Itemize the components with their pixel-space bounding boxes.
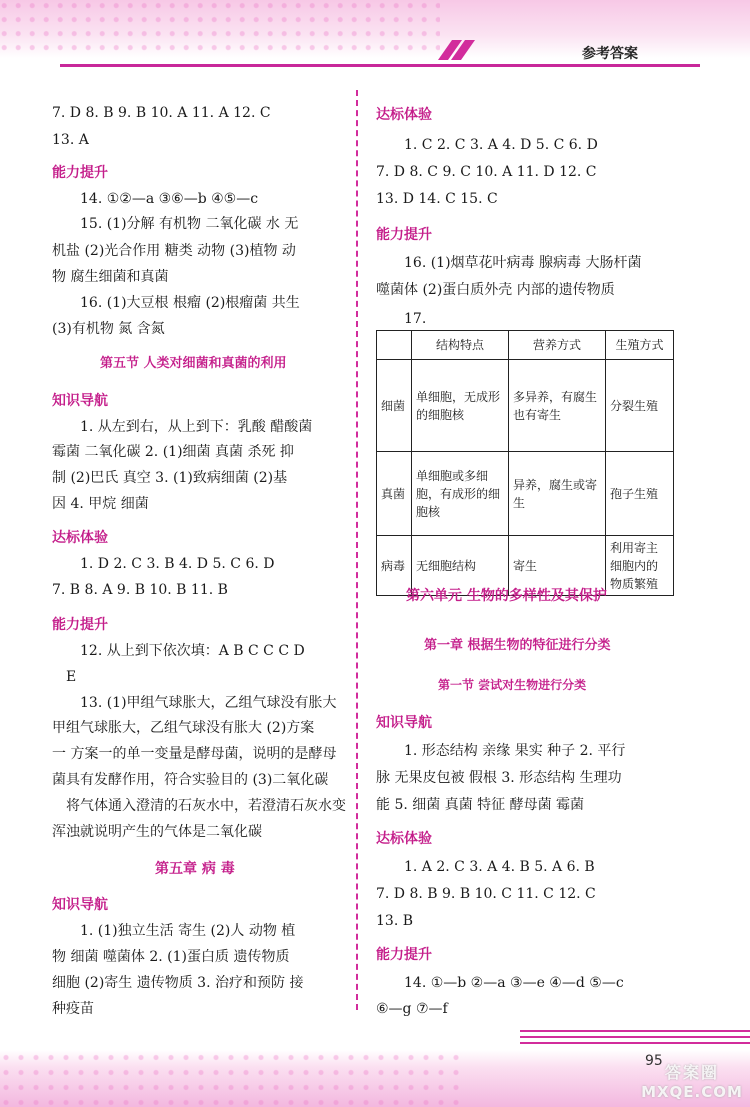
answer-line: 7. B 8. A 9. B 10. B 11. B	[52, 582, 228, 598]
table-cell: 单细胞或多细胞，有成形的细胞核	[412, 452, 509, 536]
section-label: 知识导航	[376, 715, 432, 731]
answer-line: 浑浊就说明产生的气体是二氧化碳	[52, 824, 262, 840]
answer-line: 13. (1)甲组气球胀大，乙组气球没有胀大	[80, 695, 337, 711]
section-label: 达标体验	[52, 530, 108, 546]
answer-line: 1. 形态结构 亲缘 果实 种子 2. 平行	[404, 743, 626, 759]
answer-line: 种疫苗	[52, 1001, 94, 1017]
chapter-heading: 第五章 病 毒	[155, 861, 235, 877]
table-cell: 病毒	[377, 536, 412, 596]
answer-line: 7. D 8. C 9. C 10. A 11. D 12. C	[376, 164, 597, 180]
answer-line: 12. 从上到下依次填：A B C C C D	[80, 643, 305, 659]
answer-line: 16. (1)烟草花叶病毒 腺病毒 大肠杆菌	[404, 255, 642, 271]
section-label: 能力提升	[52, 165, 108, 181]
table-cell: 细菌	[377, 360, 412, 452]
answer-line: 物 腐生细菌和真菌	[52, 269, 169, 285]
answer-line: 噬菌体 (2)蛋白质外壳 内部的遗传物质	[376, 282, 615, 298]
table-cell: 单细胞，无成形的细胞核	[412, 360, 509, 452]
answer-line: 16. (1)大豆根 根瘤 (2)根瘤菌 共生	[80, 295, 300, 311]
footer-rule-decoration	[520, 1030, 750, 1048]
answer-line: 13. B	[376, 913, 414, 929]
section-label: 能力提升	[376, 947, 432, 963]
table-cell: 寄生	[509, 536, 606, 596]
answer-line: 13. A	[52, 132, 89, 148]
answer-line: 脉 无果皮包被 假根 3. 形态结构 生理功	[376, 770, 622, 786]
answer-line: 1. A 2. C 3. A 4. B 5. A 6. B	[404, 859, 595, 875]
section-label: 知识导航	[52, 897, 108, 913]
watermark-url: MXQE.COM	[641, 1083, 743, 1101]
table-cell: 多异养，有腐生也有寄生	[509, 360, 606, 452]
table-cell: 孢子生殖	[606, 452, 674, 536]
section-label: 能力提升	[52, 617, 108, 633]
section-heading: 第一节 尝试对生物进行分类	[438, 678, 587, 692]
answer-line: 菌具有发酵作用，符合实验目的 (3)二氧化碳	[52, 772, 329, 788]
answer-line: 因 4. 甲烷 细菌	[52, 496, 149, 512]
answer-line: 13. D 14. C 15. C	[376, 191, 498, 207]
page-number: 95	[645, 1053, 663, 1069]
table-cell: 利用寄主细胞内的物质繁殖	[606, 536, 674, 596]
section-heading: 第五节 人类对细菌和真菌的利用	[100, 356, 287, 371]
answer-line: 细胞 (2)寄生 遗传物质 3. 治疗和预防 接	[52, 975, 304, 991]
table-cell: 分裂生殖	[606, 360, 674, 452]
table-cell: 真菌	[377, 452, 412, 536]
answer-line: 将气体通入澄清的石灰水中，若澄清石灰水变	[66, 798, 346, 814]
table-header-row	[377, 331, 674, 360]
answer-line: 1. D 2. C 3. B 4. D 5. C 6. D	[80, 556, 275, 572]
table-row	[377, 360, 674, 452]
answer-line: 机盐 (2)光合作用 糖类 动物 (3)植物 动	[52, 243, 296, 259]
table-cell: 无细胞结构	[412, 536, 509, 596]
section-label: 达标体验	[376, 831, 432, 847]
answer-line: E	[66, 669, 77, 685]
answer-line: 1. 从左到右，从上到下：乳酸 醋酸菌	[80, 419, 313, 435]
answer-line: ⑥—g ⑦—f	[376, 1001, 448, 1017]
comparison-table	[376, 330, 674, 596]
answer-line: 14. ①②—a ③⑥—b ④⑤—c	[80, 191, 259, 207]
answer-line: 17.	[404, 311, 427, 327]
unit-heading: 第六单元 生物的多样性及其保护	[406, 588, 607, 604]
section-label: 达标体验	[376, 107, 432, 123]
watermark-logo	[638, 1060, 746, 1102]
table-header-cell	[377, 331, 412, 360]
answer-line: 一 方案一的单一变量是酵母菌，说明的是酵母	[52, 746, 337, 762]
header-title: 参考答案	[582, 46, 638, 62]
table-cell: 异养，腐生或寄生	[509, 452, 606, 536]
table-row	[377, 452, 674, 536]
section-label: 能力提升	[376, 227, 432, 243]
watermark-text: 答案圈	[664, 1063, 719, 1082]
answer-line: 1. (1)独立生活 寄生 (2)人 动物 植	[80, 923, 296, 939]
section-label: 知识导航	[52, 393, 108, 409]
table-header-cell: 生殖方式	[606, 331, 674, 360]
answer-line: 14. ①—b ②—a ③—e ④—d ⑤—c	[404, 975, 624, 991]
answer-line: (3)有机物 氮 含氮	[52, 321, 165, 337]
answer-line: 15. (1)分解 有机物 二氧化碳 水 无	[80, 216, 299, 232]
header-slash-decoration	[445, 40, 471, 64]
answer-line: 制 (2)巴氏 真空 3. (1)致病细菌 (2)基	[52, 470, 288, 486]
table-header-cell: 营养方式	[509, 331, 606, 360]
answer-line: 1. C 2. C 3. A 4. D 5. C 6. D	[404, 137, 598, 153]
table-header-cell: 结构特点	[412, 331, 509, 360]
column-divider	[356, 90, 358, 1010]
answer-line: 能 5. 细菌 真菌 特征 酵母菌 霉菌	[376, 797, 585, 813]
answer-line: 霉菌 二氧化碳 2. (1)细菌 真菌 杀死 抑	[52, 444, 294, 460]
answer-line: 7. D 8. B 9. B 10. A 11. A 12. C	[52, 105, 271, 121]
answer-line: 7. D 8. B 9. B 10. C 11. C 12. C	[376, 886, 596, 902]
header-rule	[60, 64, 700, 67]
answer-line: 甲组气球胀大，乙组气球没有胀大 (2)方案	[52, 720, 315, 736]
answer-line: 物 细菌 噬菌体 2. (1)蛋白质 遗传物质	[52, 949, 290, 965]
chapter-heading: 第一章 根据生物的特征进行分类	[424, 638, 611, 653]
